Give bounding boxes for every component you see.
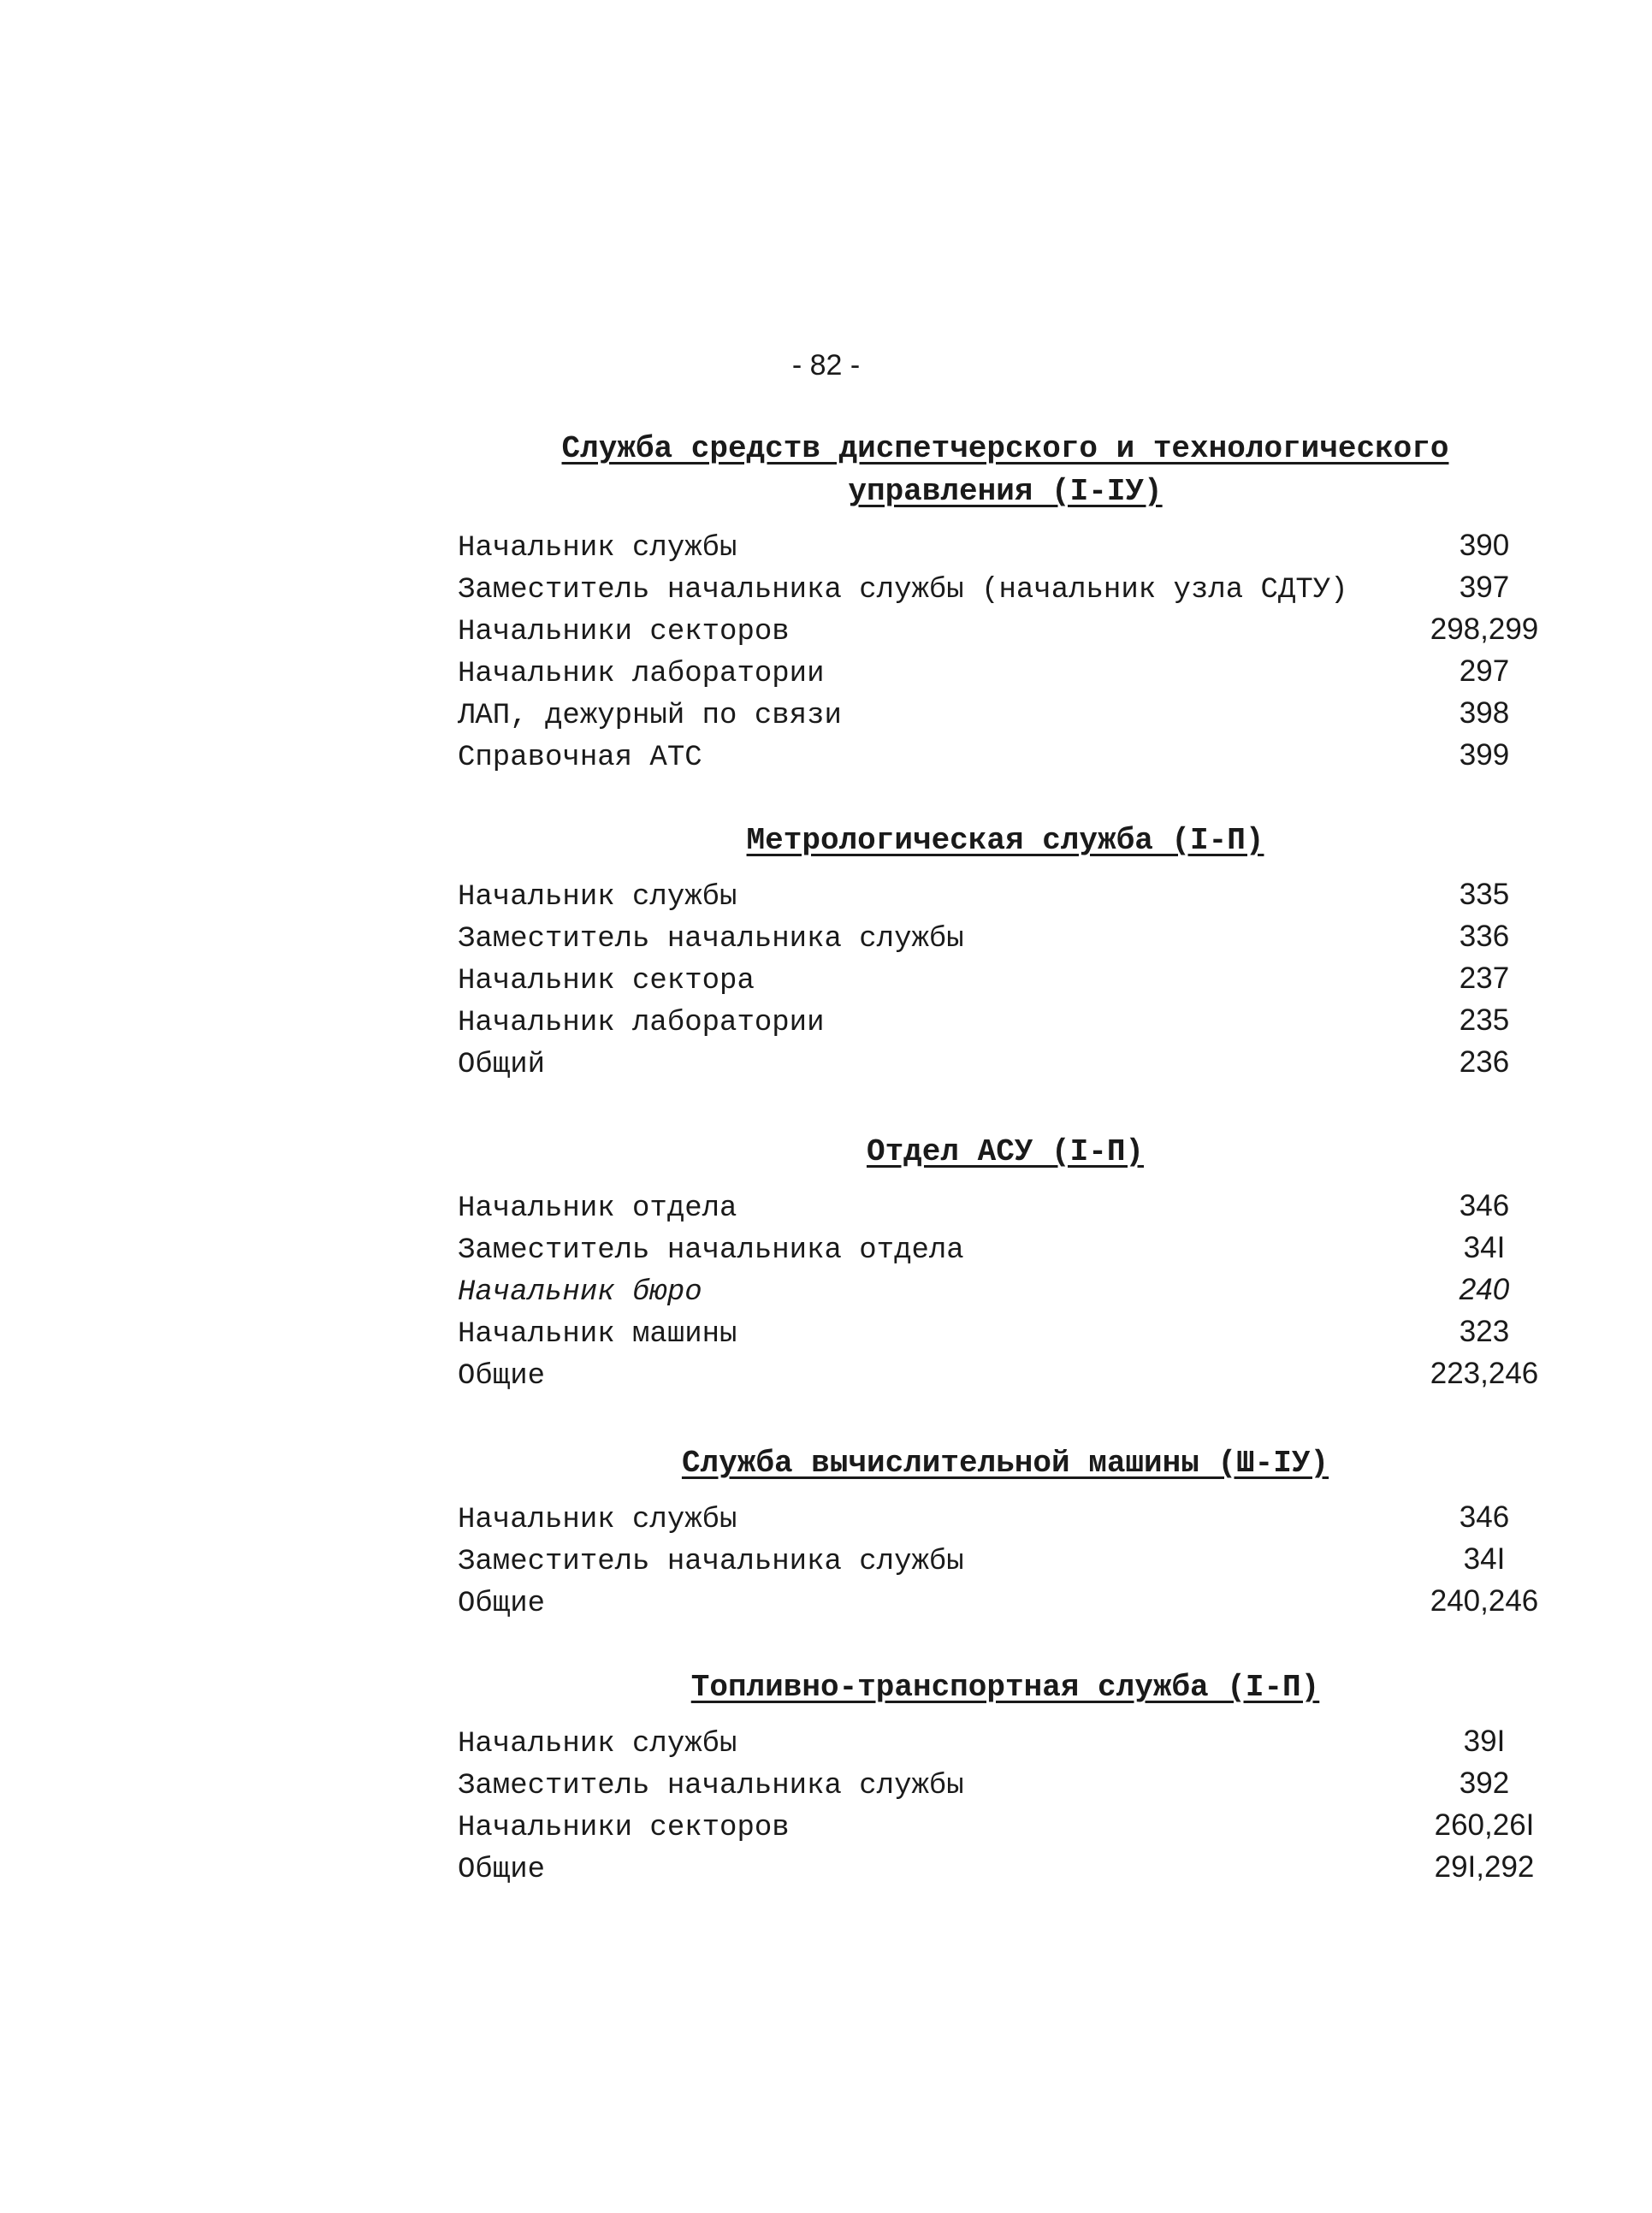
- phone-number: 398: [1459, 696, 1510, 730]
- section-title-line: Топливно-транспортная служба (I-П): [690, 1670, 1320, 1705]
- phone-number: 240: [1459, 1273, 1510, 1306]
- phone-list: [458, 1500, 1553, 1626]
- position-name: Заместитель начальника службы: [458, 1770, 964, 1802]
- phone-number: 235: [1459, 1003, 1510, 1037]
- position-name: Начальник сектора: [458, 965, 755, 997]
- position-name: Начальник бюро: [458, 1276, 702, 1309]
- section-title-line: Служба вычислительной машины (Ш-IУ): [681, 1446, 1329, 1481]
- section-title-line: управления (I-IУ): [848, 474, 1163, 509]
- position-name: Заместитель начальника службы (начальник узла СДТУ): [458, 574, 1348, 607]
- position-name: Начальник лаборатории: [458, 658, 825, 690]
- phone-row: [458, 612, 1553, 654]
- section-fuel-transport: [458, 1666, 1553, 1892]
- phone-row: [458, 962, 1553, 1003]
- phone-number: 34I: [1463, 1231, 1506, 1264]
- phone-row: [458, 529, 1553, 571]
- phone-row: [458, 1542, 1553, 1584]
- section-title: [458, 820, 1553, 862]
- section-title: [458, 428, 1553, 513]
- position-name: Заместитель начальника службы: [458, 923, 964, 956]
- phone-number: 29I,292: [1434, 1850, 1535, 1884]
- position-name: Начальник машины: [458, 1318, 737, 1351]
- phone-list: [458, 878, 1553, 1087]
- phone-row: [458, 738, 1553, 780]
- phone-row: [458, 1045, 1553, 1087]
- phone-row: [458, 1189, 1553, 1231]
- position-name: Заместитель начальника отдела: [458, 1234, 964, 1267]
- phone-number: 335: [1459, 878, 1510, 911]
- phone-number: 399: [1459, 738, 1510, 772]
- phone-number: 240,246: [1430, 1584, 1539, 1618]
- phone-list: [458, 1189, 1553, 1399]
- section-computing: [458, 1442, 1553, 1626]
- phone-number: 392: [1459, 1766, 1510, 1800]
- position-name: Общие: [458, 1854, 546, 1886]
- phone-row: [458, 1766, 1553, 1808]
- position-name: ЛАП, дежурный по связи: [458, 700, 842, 732]
- position-name: Общий: [458, 1049, 546, 1081]
- position-name: Общие: [458, 1588, 546, 1620]
- position-name: Начальник отдела: [458, 1192, 737, 1225]
- position-name: Общие: [458, 1360, 546, 1393]
- page-number: - 82 -: [791, 349, 861, 382]
- phone-number: 323: [1459, 1315, 1510, 1348]
- phone-number: 34I: [1463, 1542, 1506, 1576]
- phone-number: 390: [1459, 529, 1510, 562]
- phone-number: 297: [1459, 654, 1510, 688]
- phone-number: 346: [1459, 1189, 1510, 1222]
- phone-list: [458, 529, 1553, 780]
- phone-row: [458, 1500, 1553, 1542]
- phone-row: [458, 1808, 1553, 1850]
- phone-row: [458, 1725, 1553, 1766]
- section-title: [458, 1131, 1553, 1174]
- section-metrology: [458, 820, 1553, 1087]
- phone-number: 260,26I: [1434, 1808, 1535, 1842]
- position-name: Начальник службы: [458, 532, 737, 565]
- phone-row: [458, 1003, 1553, 1045]
- phone-row: [458, 920, 1553, 962]
- section-asu: [458, 1131, 1553, 1399]
- phone-row: [458, 696, 1553, 738]
- position-name: Начальник службы: [458, 1504, 737, 1536]
- position-name: Начальник службы: [458, 881, 737, 914]
- phone-row: [458, 1850, 1553, 1892]
- phone-number: 223,246: [1430, 1357, 1539, 1390]
- section-title-line: Отдел АСУ (I-П): [866, 1134, 1145, 1169]
- phone-list: [458, 1725, 1553, 1892]
- section-title-line: Метрологическая служба (I-П): [746, 823, 1264, 858]
- phone-row: [458, 1231, 1553, 1273]
- phone-number: 346: [1459, 1500, 1510, 1534]
- phone-number: 336: [1459, 920, 1510, 953]
- position-name: Начальники секторов: [458, 1812, 790, 1844]
- position-name: Заместитель начальника службы: [458, 1546, 964, 1578]
- phone-row: [458, 878, 1553, 920]
- section-sdtu: [458, 428, 1553, 780]
- phone-row: [458, 1584, 1553, 1626]
- position-name: Начальник лаборатории: [458, 1007, 825, 1039]
- phone-row: [458, 1273, 1553, 1315]
- position-name: Начальник службы: [458, 1728, 737, 1760]
- phone-number: 39I: [1463, 1725, 1506, 1758]
- section-title-line: Служба средств диспетчерского и технологического: [561, 431, 1449, 466]
- phone-row: [458, 1357, 1553, 1399]
- section-title: [458, 1442, 1553, 1485]
- position-name: Начальники секторов: [458, 616, 790, 648]
- phone-row: [458, 1315, 1553, 1357]
- section-title: [458, 1666, 1553, 1709]
- phone-number: 397: [1459, 571, 1510, 604]
- phone-number: 298,299: [1430, 612, 1539, 646]
- phone-row: [458, 571, 1553, 612]
- phone-row: [458, 654, 1553, 696]
- phone-number: 237: [1459, 962, 1510, 995]
- position-name: Справочная АТС: [458, 742, 702, 774]
- phone-number: 236: [1459, 1045, 1510, 1079]
